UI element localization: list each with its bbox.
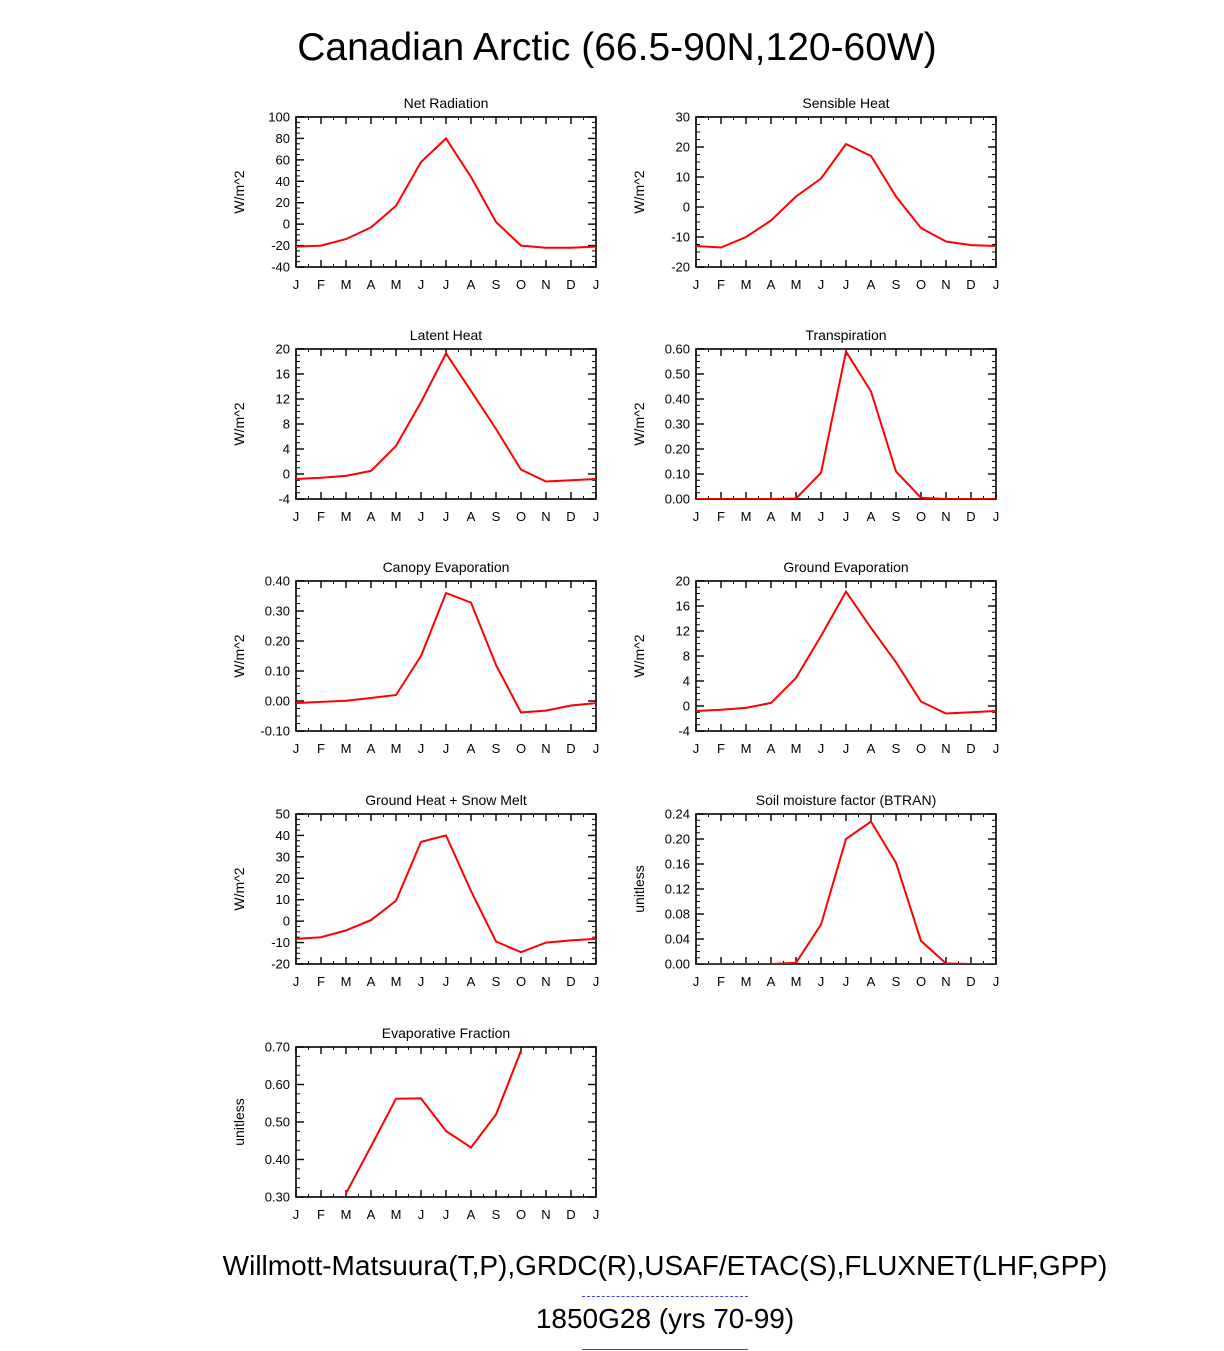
x-tick-label: J bbox=[842, 509, 850, 524]
x-tick-label: M bbox=[340, 509, 352, 524]
x-tick-label: N bbox=[541, 974, 551, 989]
y-axis-label: W/m^2 bbox=[231, 402, 247, 446]
y-tick-label: 100 bbox=[268, 109, 290, 125]
y-tick-label: 0.10 bbox=[664, 466, 690, 482]
y-tick-label: 0.20 bbox=[264, 633, 290, 649]
x-tick-label: N bbox=[541, 509, 551, 524]
x-tick-label: M bbox=[390, 1207, 402, 1222]
x-tick-label: J bbox=[417, 1207, 425, 1222]
figure-title: Canadian Arctic (66.5-90N,120-60W) bbox=[297, 26, 937, 69]
y-tick-label: 0.12 bbox=[664, 881, 690, 897]
x-tick-label: N bbox=[941, 509, 951, 524]
x-tick-label: O bbox=[915, 974, 927, 989]
x-tick-label: D bbox=[966, 741, 976, 756]
x-tick-label: O bbox=[915, 509, 927, 524]
x-tick-label: J bbox=[292, 741, 300, 756]
x-tick-label: M bbox=[340, 277, 352, 292]
x-tick-label: M bbox=[740, 974, 752, 989]
y-tick-label: -20 bbox=[671, 259, 690, 275]
series-line bbox=[346, 1051, 521, 1194]
chart-panel-2 bbox=[616, 95, 1016, 307]
x-tick-label: M bbox=[390, 509, 402, 524]
model-case-label: 1850G28 (yrs 70-99) bbox=[535, 1303, 795, 1334]
x-tick-label: J bbox=[817, 277, 825, 292]
x-tick-label: S bbox=[891, 741, 901, 756]
x-tick-label: J bbox=[842, 974, 850, 989]
x-tick-label: D bbox=[566, 509, 576, 524]
series-line bbox=[696, 352, 996, 500]
x-tick-label: O bbox=[515, 509, 527, 524]
y-tick-label: 0.50 bbox=[264, 1114, 290, 1130]
y-axis-label: W/m^2 bbox=[231, 634, 247, 678]
x-tick-label: F bbox=[317, 277, 325, 292]
x-tick-label: D bbox=[966, 277, 976, 292]
y-tick-label: 8 bbox=[282, 416, 290, 432]
x-tick-label: M bbox=[790, 741, 802, 756]
x-tick-label: A bbox=[866, 509, 876, 524]
chart-panel-6 bbox=[616, 559, 1016, 771]
x-tick-label: J bbox=[817, 974, 825, 989]
series-line bbox=[296, 593, 596, 712]
x-tick-label: N bbox=[941, 974, 951, 989]
x-tick-label: F bbox=[317, 1207, 325, 1222]
y-tick-label: 10 bbox=[675, 169, 690, 185]
x-tick-label: S bbox=[891, 277, 901, 292]
panel-title: Transpiration bbox=[805, 327, 887, 343]
x-tick-label: D bbox=[566, 1207, 576, 1222]
y-tick-label: 0.20 bbox=[664, 441, 690, 457]
x-tick-label: J bbox=[992, 509, 1000, 524]
y-tick-label: 60 bbox=[275, 152, 290, 168]
x-tick-label: M bbox=[390, 741, 402, 756]
x-tick-label: J bbox=[992, 277, 1000, 292]
x-tick-label: J bbox=[842, 277, 850, 292]
chart-panel-5 bbox=[216, 559, 616, 771]
x-tick-label: N bbox=[541, 277, 551, 292]
x-tick-label: J bbox=[842, 741, 850, 756]
x-tick-label: J bbox=[442, 277, 450, 292]
x-tick-label: J bbox=[417, 277, 425, 292]
x-tick-label: A bbox=[766, 741, 776, 756]
x-tick-label: J bbox=[692, 277, 700, 292]
x-tick-label: J bbox=[692, 741, 700, 756]
x-tick-label: F bbox=[717, 509, 725, 524]
y-tick-label: 4 bbox=[682, 673, 690, 689]
panel-title: Sensible Heat bbox=[802, 95, 890, 111]
x-tick-label: S bbox=[891, 974, 901, 989]
x-tick-label: M bbox=[740, 741, 752, 756]
x-tick-label: A bbox=[366, 741, 376, 756]
x-tick-label: M bbox=[390, 974, 402, 989]
x-tick-label: J bbox=[692, 509, 700, 524]
x-tick-label: F bbox=[717, 741, 725, 756]
x-tick-label: J bbox=[992, 741, 1000, 756]
x-tick-label: S bbox=[491, 1207, 501, 1222]
y-tick-label: 30 bbox=[275, 849, 290, 865]
series-line bbox=[296, 138, 596, 247]
x-tick-label: J bbox=[442, 1207, 450, 1222]
panel-title: Ground Evaporation bbox=[783, 559, 909, 575]
y-tick-label: 20 bbox=[275, 870, 290, 886]
panel-title: Latent Heat bbox=[409, 327, 483, 343]
x-tick-label: A bbox=[466, 741, 476, 756]
y-tick-label: 0 bbox=[682, 199, 690, 215]
y-tick-label: 12 bbox=[675, 623, 690, 639]
y-tick-label: 30 bbox=[675, 109, 690, 125]
panel-title: Soil moisture factor (BTRAN) bbox=[755, 792, 937, 808]
x-tick-label: N bbox=[941, 277, 951, 292]
y-tick-label: -10 bbox=[671, 229, 690, 245]
x-tick-label: J bbox=[592, 509, 600, 524]
x-tick-label: A bbox=[866, 277, 876, 292]
y-tick-label: 0.40 bbox=[264, 1152, 290, 1167]
x-tick-label: A bbox=[766, 277, 776, 292]
series-line bbox=[696, 592, 996, 714]
y-tick-label: 0.20 bbox=[664, 831, 690, 847]
y-tick-label: 0.00 bbox=[264, 693, 290, 709]
y-tick-label: 0.08 bbox=[664, 906, 690, 922]
x-tick-label: A bbox=[866, 741, 876, 756]
x-tick-label: S bbox=[491, 277, 501, 292]
x-tick-label: J bbox=[592, 1207, 600, 1222]
x-tick-label: J bbox=[992, 974, 1000, 989]
x-tick-label: F bbox=[317, 509, 325, 524]
model-legend-line bbox=[582, 1349, 748, 1350]
y-axis-label: W/m^2 bbox=[231, 170, 247, 214]
series-line bbox=[296, 353, 596, 481]
y-tick-label: 20 bbox=[275, 195, 290, 211]
x-tick-label: D bbox=[566, 741, 576, 756]
x-tick-label: J bbox=[592, 277, 600, 292]
panel-title: Canopy Evaporation bbox=[382, 559, 510, 575]
y-axis-label: unitless bbox=[231, 1098, 247, 1146]
x-tick-label: J bbox=[292, 974, 300, 989]
y-tick-label: 40 bbox=[275, 173, 290, 189]
x-tick-label: M bbox=[790, 277, 802, 292]
x-tick-label: J bbox=[292, 1207, 300, 1222]
x-tick-label: J bbox=[292, 277, 300, 292]
x-tick-label: J bbox=[417, 509, 425, 524]
x-tick-label: A bbox=[366, 509, 376, 524]
x-tick-label: N bbox=[541, 1207, 551, 1222]
x-tick-label: N bbox=[541, 741, 551, 756]
y-tick-label: -10 bbox=[271, 935, 290, 951]
y-tick-label: 0.60 bbox=[664, 341, 690, 357]
x-tick-label: J bbox=[292, 509, 300, 524]
y-tick-label: 20 bbox=[675, 139, 690, 155]
observation-sources-label: Willmott-Matsuura(T,P),GRDC(R),USAF/ETAC(S),FLUXNET(LHF,GPP) bbox=[222, 1250, 1108, 1281]
y-tick-label: -20 bbox=[271, 956, 290, 972]
x-tick-label: F bbox=[317, 741, 325, 756]
y-tick-label: 16 bbox=[275, 366, 290, 382]
y-tick-label: 80 bbox=[275, 130, 290, 146]
x-tick-label: O bbox=[515, 741, 527, 756]
y-tick-label: -4 bbox=[678, 723, 690, 739]
y-tick-label: 0.60 bbox=[264, 1077, 290, 1092]
y-tick-label: -0.10 bbox=[260, 723, 290, 739]
chart-panel-8 bbox=[616, 792, 1016, 1004]
y-tick-label: 16 bbox=[675, 598, 690, 614]
y-tick-label: 10 bbox=[275, 892, 290, 908]
x-tick-label: A bbox=[366, 1207, 376, 1222]
panel-title: Net Radiation bbox=[403, 95, 489, 111]
panel-title: Ground Heat + Snow Melt bbox=[365, 792, 527, 808]
y-tick-label: 0.40 bbox=[264, 573, 290, 589]
x-tick-label: J bbox=[817, 509, 825, 524]
x-tick-label: M bbox=[790, 974, 802, 989]
x-tick-label: O bbox=[515, 1207, 527, 1222]
x-tick-label: J bbox=[692, 974, 700, 989]
x-tick-label: M bbox=[790, 509, 802, 524]
series-line bbox=[696, 144, 996, 248]
x-tick-label: A bbox=[766, 974, 776, 989]
y-tick-label: 50 bbox=[275, 806, 290, 822]
x-tick-label: S bbox=[491, 741, 501, 756]
y-tick-label: 8 bbox=[682, 648, 690, 664]
y-tick-label: -20 bbox=[271, 238, 290, 254]
x-tick-label: J bbox=[442, 509, 450, 524]
y-tick-label: 0.50 bbox=[664, 366, 690, 382]
x-tick-label: J bbox=[817, 741, 825, 756]
x-tick-label: A bbox=[866, 974, 876, 989]
x-tick-label: J bbox=[592, 741, 600, 756]
y-tick-label: 12 bbox=[275, 391, 290, 407]
y-tick-label: 0.16 bbox=[664, 856, 690, 872]
chart-panel-1 bbox=[216, 95, 616, 307]
y-tick-label: 20 bbox=[275, 341, 290, 357]
y-tick-label: -40 bbox=[271, 259, 290, 275]
x-tick-label: D bbox=[966, 509, 976, 524]
y-tick-label: 0.30 bbox=[264, 1189, 290, 1205]
x-tick-label: A bbox=[366, 277, 376, 292]
chart-panel-4 bbox=[616, 327, 1016, 539]
x-tick-label: S bbox=[891, 509, 901, 524]
x-tick-label: O bbox=[915, 741, 927, 756]
y-axis-label: W/m^2 bbox=[631, 170, 647, 214]
x-tick-label: O bbox=[515, 277, 527, 292]
x-tick-label: D bbox=[566, 974, 576, 989]
y-tick-label: 0 bbox=[282, 216, 290, 232]
y-tick-label: 0.40 bbox=[664, 391, 690, 407]
x-tick-label: A bbox=[466, 1207, 476, 1222]
plot-frame bbox=[696, 814, 996, 964]
x-tick-label: F bbox=[717, 974, 725, 989]
chart-panel-7 bbox=[216, 792, 616, 1004]
y-tick-label: 4 bbox=[282, 441, 290, 457]
x-tick-label: M bbox=[740, 277, 752, 292]
x-tick-label: A bbox=[466, 509, 476, 524]
x-tick-label: S bbox=[491, 509, 501, 524]
x-tick-label: S bbox=[491, 974, 501, 989]
x-tick-label: M bbox=[340, 1207, 352, 1222]
x-tick-label: N bbox=[941, 741, 951, 756]
plot-frame bbox=[696, 349, 996, 499]
x-tick-label: J bbox=[442, 741, 450, 756]
chart-panel-3 bbox=[216, 327, 616, 539]
y-tick-label: 0.24 bbox=[664, 806, 690, 822]
y-tick-label: 0 bbox=[682, 698, 690, 714]
plot-frame bbox=[296, 581, 596, 731]
x-tick-label: F bbox=[317, 974, 325, 989]
x-tick-label: J bbox=[442, 974, 450, 989]
y-tick-label: 0.30 bbox=[664, 416, 690, 432]
x-tick-label: M bbox=[740, 509, 752, 524]
x-tick-label: A bbox=[466, 277, 476, 292]
y-axis-label: W/m^2 bbox=[631, 634, 647, 678]
x-tick-label: M bbox=[390, 277, 402, 292]
x-tick-label: D bbox=[966, 974, 976, 989]
y-tick-label: 0.30 bbox=[264, 603, 290, 619]
x-tick-label: J bbox=[417, 741, 425, 756]
y-tick-label: 0.00 bbox=[664, 491, 690, 507]
y-tick-label: 0.00 bbox=[664, 956, 690, 972]
y-tick-label: 0 bbox=[282, 466, 290, 482]
y-tick-label: 0.04 bbox=[664, 931, 690, 947]
x-tick-label: A bbox=[466, 974, 476, 989]
y-axis-label: W/m^2 bbox=[631, 402, 647, 446]
y-axis-label: W/m^2 bbox=[231, 867, 247, 911]
x-tick-label: J bbox=[417, 974, 425, 989]
x-tick-label: A bbox=[766, 509, 776, 524]
y-axis-label: unitless bbox=[631, 865, 647, 913]
y-tick-label: 40 bbox=[275, 827, 290, 843]
x-tick-label: D bbox=[566, 277, 576, 292]
series-line bbox=[296, 835, 596, 952]
x-tick-label: A bbox=[366, 974, 376, 989]
x-tick-label: O bbox=[515, 974, 527, 989]
x-tick-label: O bbox=[915, 277, 927, 292]
y-tick-label: 0.10 bbox=[264, 663, 290, 679]
observation-legend-line bbox=[582, 1296, 748, 1297]
plot-frame bbox=[696, 117, 996, 267]
panel-title: Evaporative Fraction bbox=[381, 1025, 511, 1041]
y-tick-label: 20 bbox=[675, 573, 690, 589]
series-line bbox=[696, 822, 996, 965]
plot-frame bbox=[296, 1047, 596, 1197]
x-tick-label: F bbox=[717, 277, 725, 292]
x-tick-label: M bbox=[340, 974, 352, 989]
chart-panel-9 bbox=[216, 1025, 616, 1237]
y-tick-label: -4 bbox=[278, 491, 290, 507]
y-tick-label: 0.70 bbox=[264, 1039, 290, 1055]
x-tick-label: J bbox=[592, 974, 600, 989]
y-tick-label: 0 bbox=[282, 913, 290, 929]
x-tick-label: M bbox=[340, 741, 352, 756]
